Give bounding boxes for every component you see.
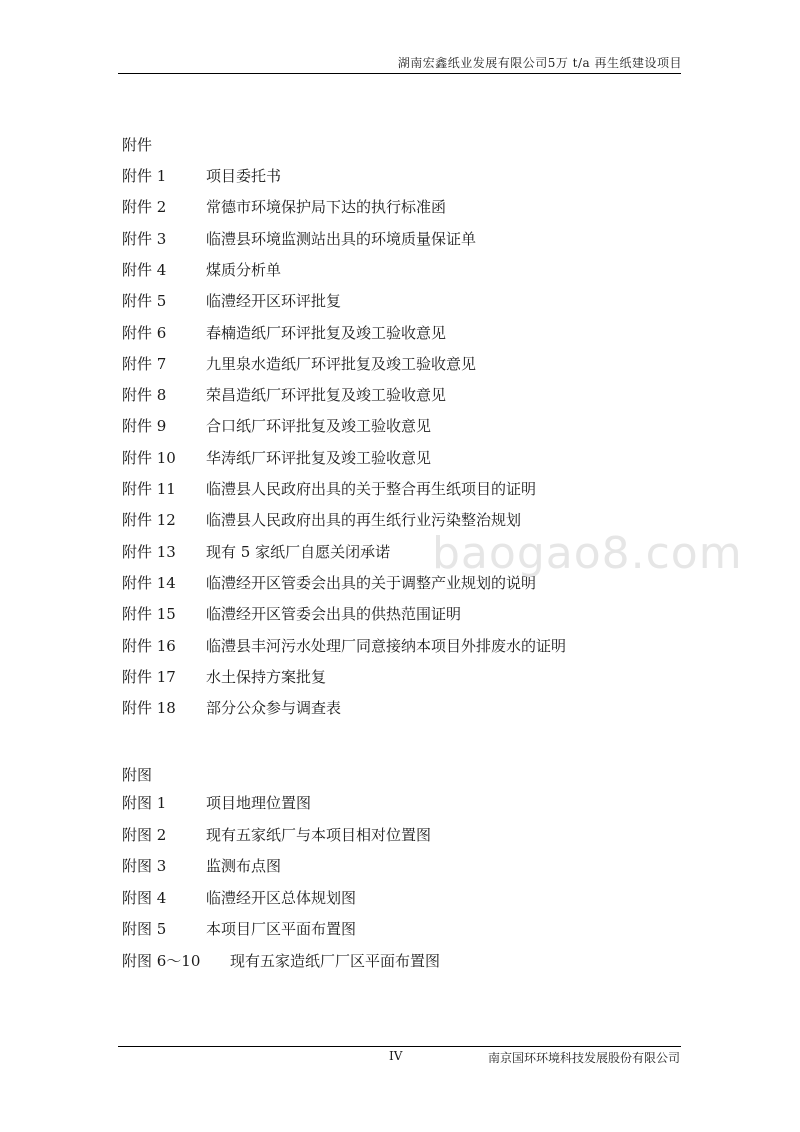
item-label: 附件 1: [122, 167, 167, 185]
item-label: 附图 1: [122, 794, 167, 812]
item-label: 附件 11: [122, 480, 176, 498]
item-label: 附件 4: [122, 261, 167, 279]
item-text: 合口纸厂环评批复及竣工验收意见: [206, 417, 432, 435]
item-text: 现有五家纸厂与本项目相对位置图: [206, 826, 432, 844]
list-item: [122, 793, 311, 813]
item-text: 临澧县人民政府出具的关于整合再生纸项目的证明: [206, 480, 537, 498]
item-label: 附件 5: [122, 292, 167, 310]
item-label: 附图 5: [122, 920, 167, 938]
item-label: 附件 3: [122, 230, 167, 248]
list-item: [122, 510, 521, 530]
item-label: 附件 18: [122, 699, 176, 717]
list-item: [122, 197, 446, 217]
item-text: 项目委托书: [206, 167, 282, 185]
list-item: [122, 667, 326, 687]
list-item: [122, 229, 476, 249]
item-text: 临澧经开区环评批复: [206, 292, 342, 310]
list-item: [122, 542, 390, 562]
item-text: 项目地理位置图: [206, 794, 312, 812]
item-text: 部分公众参与调查表: [206, 699, 342, 717]
item-text: 现有五家造纸厂厂区平面布置图: [230, 952, 441, 970]
list-item: [122, 856, 281, 876]
item-label: 附图 6～10: [122, 952, 201, 970]
item-text: 煤质分析单: [206, 261, 282, 279]
item-text: 春楠造纸厂环评批复及竣工验收意见: [206, 324, 447, 342]
figures-heading: 附图: [122, 766, 153, 784]
footer-rule: [118, 1046, 681, 1047]
item-label: 附件 17: [122, 668, 176, 686]
list-item: [122, 260, 281, 280]
list-item: [122, 636, 566, 656]
item-text: 荣昌造纸厂环评批复及竣工验收意见: [206, 386, 447, 404]
item-label: 附图 4: [122, 889, 167, 907]
item-text: 监测布点图: [206, 857, 282, 875]
item-text: 华涛纸厂环评批复及竣工验收意见: [206, 449, 432, 467]
list-item: [122, 919, 356, 939]
item-text: 临澧经开区管委会出具的供热范围证明: [206, 605, 462, 623]
page-number: IV: [389, 1049, 403, 1063]
attachments-heading: 附件: [122, 136, 153, 154]
item-label: 附件 10: [122, 449, 176, 467]
item-label: 附件 12: [122, 511, 176, 529]
item-label: 附件 13: [122, 543, 176, 561]
list-item: [122, 166, 281, 186]
item-label: 附件 2: [122, 198, 167, 216]
item-text: 九里泉水造纸厂环评批复及竣工验收意见: [206, 355, 477, 373]
list-item: [122, 888, 356, 908]
item-label: 附件 15: [122, 605, 176, 623]
header-rule: [118, 73, 681, 74]
watermark: baogao8.com: [432, 528, 743, 579]
item-text: 临澧县环境监测站出具的环境质量保证单: [206, 230, 477, 248]
item-text: 本项目厂区平面布置图: [206, 920, 357, 938]
item-text: 临澧县人民政府出具的再生纸行业污染整治规划: [206, 511, 522, 529]
item-text: 现有 5 家纸厂自愿关闭承诺: [206, 543, 391, 561]
item-label: 附图 3: [122, 857, 167, 875]
item-text: 临澧经开区总体规划图: [206, 889, 357, 907]
list-item: [122, 825, 431, 845]
item-label: 附件 8: [122, 386, 167, 404]
list-item: [122, 479, 536, 499]
item-text: 临澧县丰河污水处理厂同意接纳本项目外排废水的证明: [206, 637, 567, 655]
item-label: 附件 6: [122, 324, 167, 342]
list-item: [122, 448, 431, 468]
list-item: [122, 604, 461, 624]
list-item: [122, 698, 341, 718]
item-label: 附件 9: [122, 417, 167, 435]
list-item: [122, 385, 446, 405]
list-item: [122, 291, 341, 311]
list-item: [122, 416, 431, 436]
list-item: [122, 951, 440, 971]
item-text: 水土保持方案批复: [206, 668, 327, 686]
footer-company: 南京国环环境科技发展股份有限公司: [487, 1051, 680, 1065]
item-text: 常德市环境保护局下达的执行标准函: [206, 198, 447, 216]
item-label: 附件 14: [122, 574, 176, 592]
item-label: 附图 2: [122, 826, 167, 844]
page-header: 湖南宏鑫纸业发展有限公司5万 t/a 再生纸建设项目: [397, 56, 682, 70]
list-item: [122, 354, 476, 374]
list-item: [122, 323, 446, 343]
item-label: 附件 7: [122, 355, 167, 373]
item-label: 附件 16: [122, 637, 176, 655]
item-text: 临澧经开区管委会出具的关于调整产业规划的说明: [206, 574, 537, 592]
